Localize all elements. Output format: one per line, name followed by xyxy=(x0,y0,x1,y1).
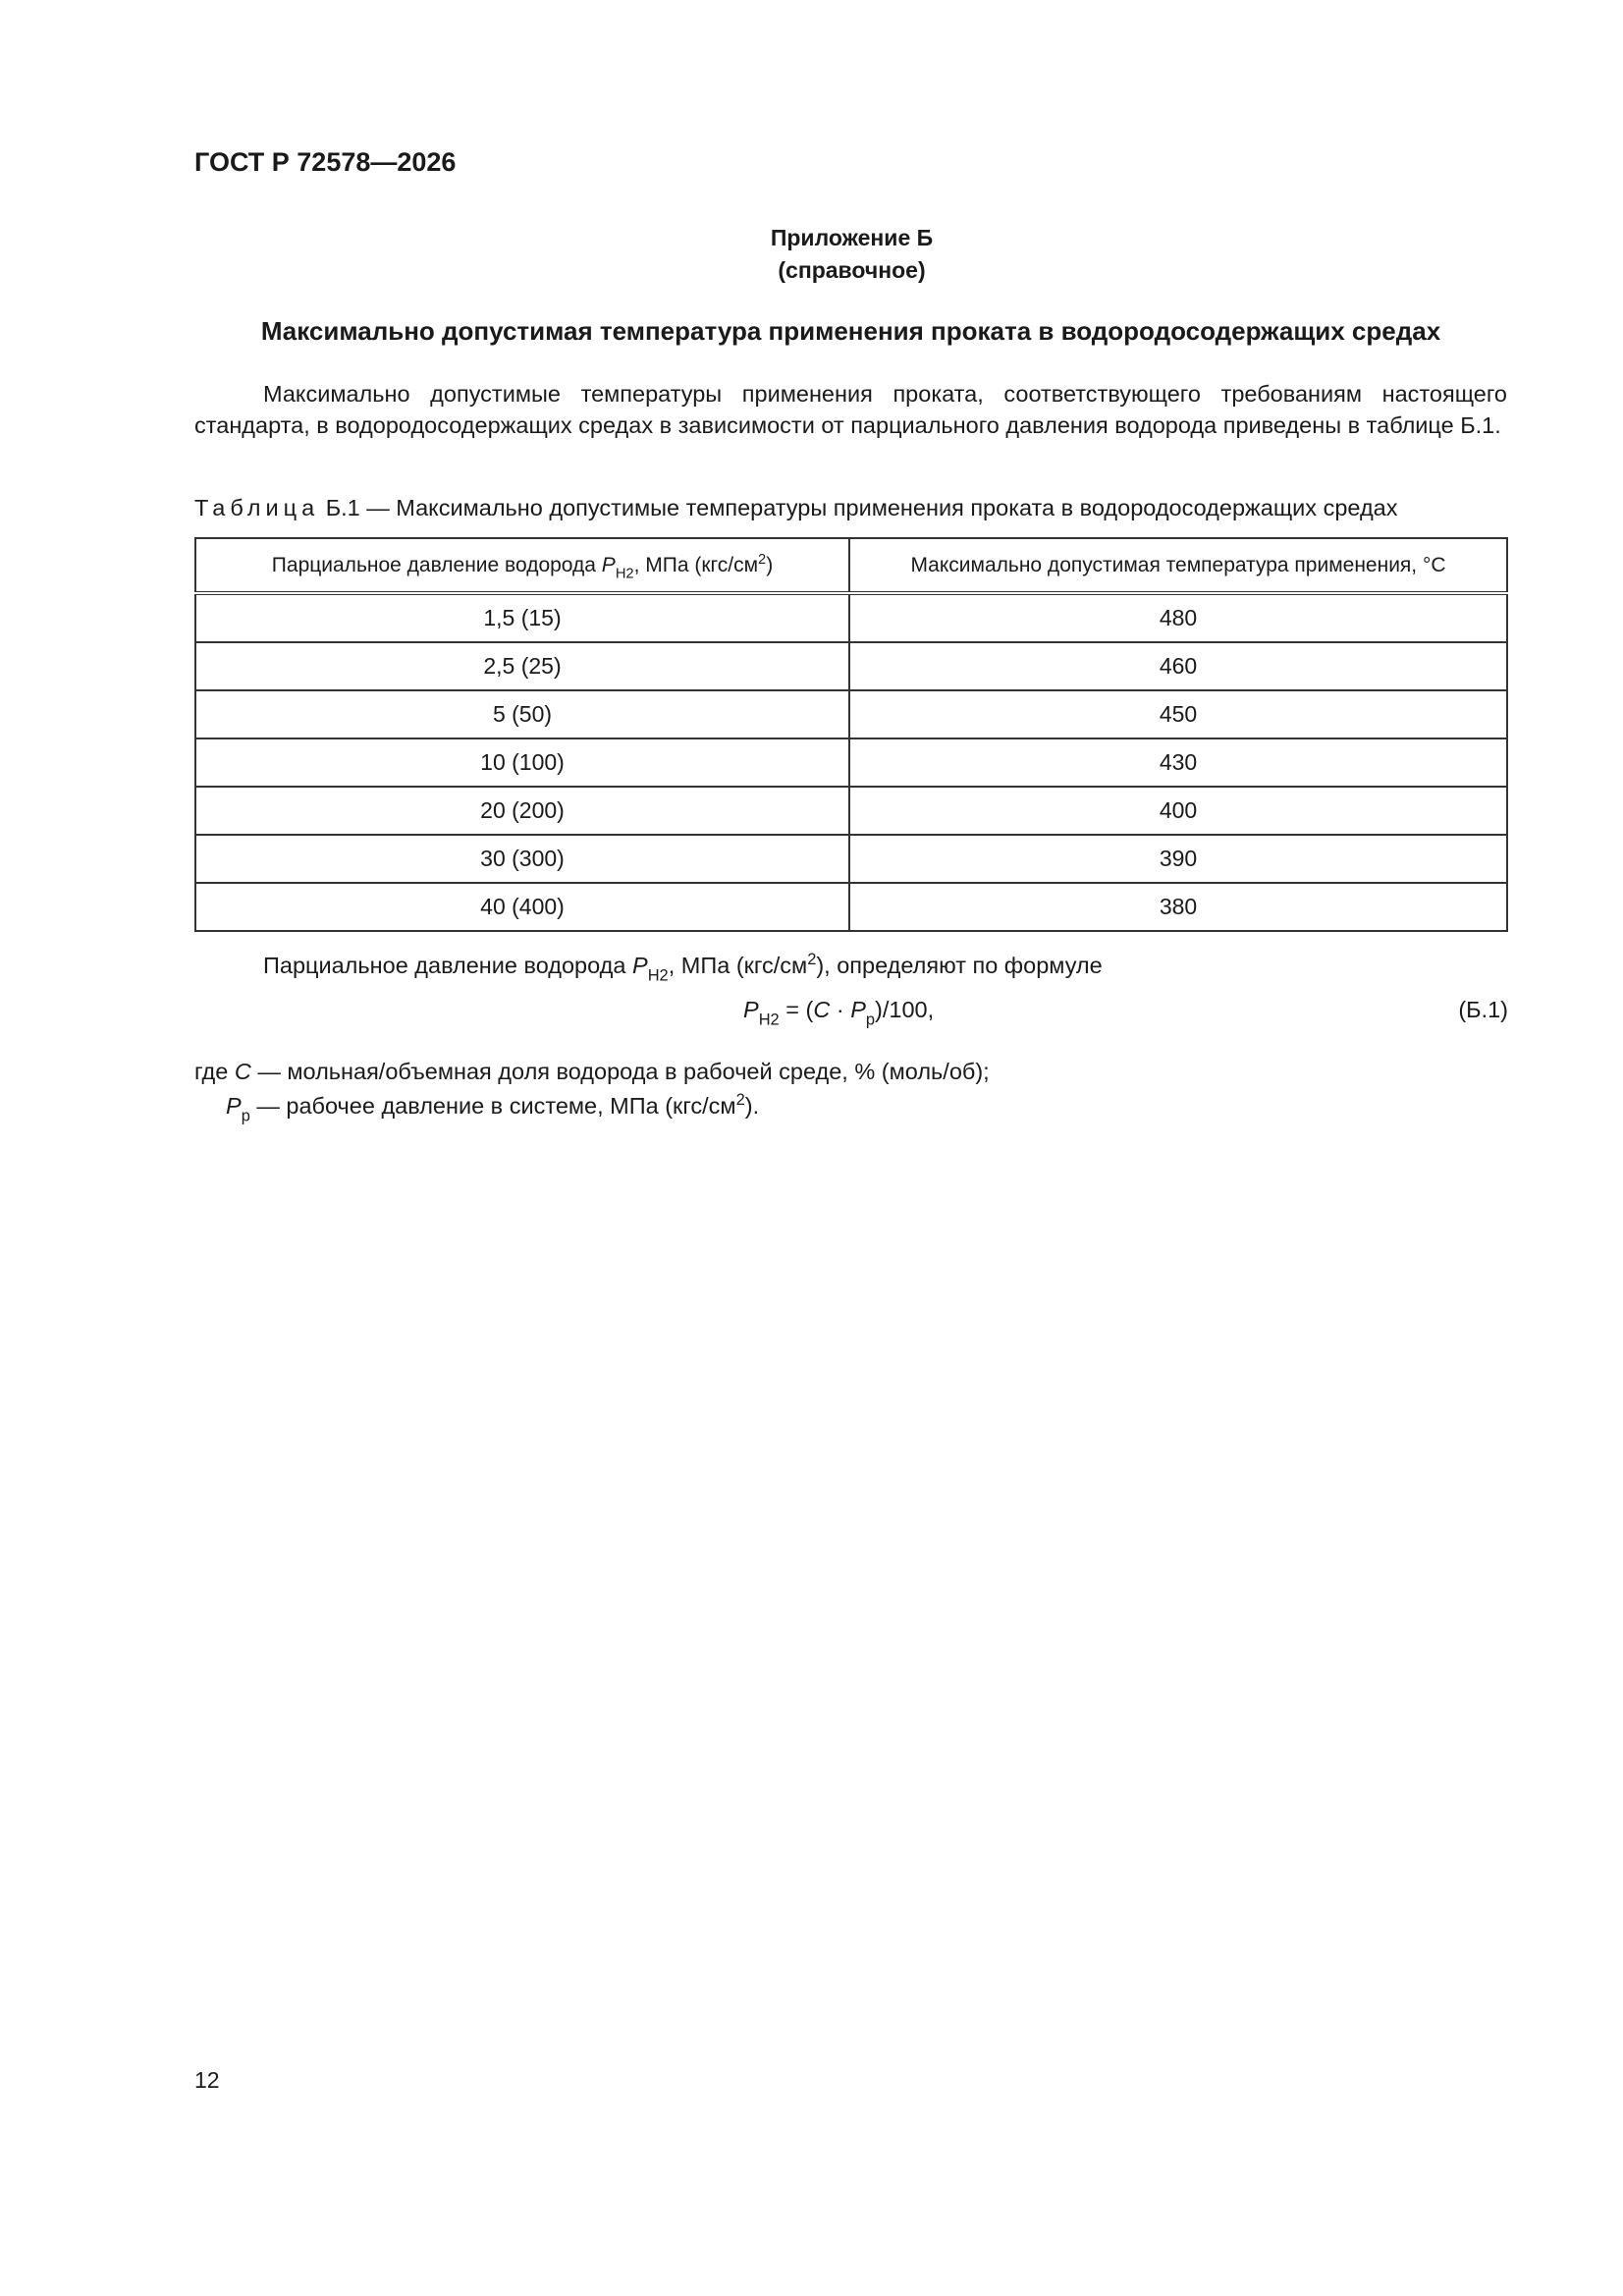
table-row xyxy=(195,642,1507,690)
pressure-cell: 10 (100) xyxy=(195,738,849,787)
header-temperature: Максимально допустимая температура применения, °С xyxy=(849,538,1507,593)
temperature-cell: 400 xyxy=(849,787,1507,835)
temperature-cell: 460 xyxy=(849,642,1507,690)
header-pressure: Парциальное давление водорода $P_{H2}$, МПа $(кгс/см^2)$ xyxy=(195,538,849,593)
table-caption xyxy=(194,495,1397,521)
page-number: 12 xyxy=(194,2067,220,2093)
table-row xyxy=(195,835,1507,883)
table-caption-text: Б.1 — Максимально допустимые температуры применения проката в водородосодержащих средах xyxy=(325,495,1398,520)
table-row xyxy=(195,787,1507,835)
intro-paragraph-text: Максимально допустимые температуры применения проката, соответствующего требованиям настоящего стандарта, в водородосодержащих средах в зависимости от парциального давления водорода приведены в таблице Б.1. xyxy=(194,381,1507,438)
table-row xyxy=(195,883,1507,931)
temperature-cell: 480 xyxy=(849,593,1507,642)
section-title: Максимально допустимая температура применения проката в водородосодержащих средах xyxy=(260,316,1441,346)
pressure-cell: 5 (50) xyxy=(195,690,849,738)
where-p-line: $P_p$ — рабочее давление в системе, МПа $(кгс/см^2)$. xyxy=(226,1090,760,1125)
formula-intro: Парциальное давление водорода $P_{H2}$, МПа $(кгс/см^2)$, определяют по формуле xyxy=(263,950,1103,985)
formula-number: (Б.1) xyxy=(1458,997,1508,1022)
temperature-cell: 450 xyxy=(849,690,1507,738)
pressure-cell: 2,5 (25) xyxy=(195,642,849,690)
temperature-cell: 390 xyxy=(849,835,1507,883)
formula: $P_{H2} = (C \cdot P_p)/100$, xyxy=(743,997,935,1029)
table-caption-word: Таблица xyxy=(194,495,320,520)
table-row xyxy=(195,690,1507,738)
table-header-row xyxy=(195,538,1507,593)
appendix-heading xyxy=(0,222,1623,287)
appendix-kind: (справочное) xyxy=(778,257,926,283)
pressure-cell: 30 (300) xyxy=(195,835,849,883)
appendix-title: Приложение Б xyxy=(770,225,934,250)
intro-paragraph xyxy=(194,378,1507,441)
pressure-cell: 1,5 (15) xyxy=(195,593,849,642)
temperature-cell: 380 xyxy=(849,883,1507,931)
document-code: ГОСТ Р 72578—2026 xyxy=(194,147,457,177)
pressure-cell: 20 (200) xyxy=(195,787,849,835)
where-c-line: где C — мольная/объемная доля водорода в рабочей среде, % (моль/об); xyxy=(194,1059,990,1084)
table-row xyxy=(195,738,1507,787)
pressure-cell: 40 (400) xyxy=(195,883,849,931)
temperature-cell: 430 xyxy=(849,738,1507,787)
temperature-table xyxy=(194,537,1508,932)
table-row xyxy=(195,593,1507,642)
